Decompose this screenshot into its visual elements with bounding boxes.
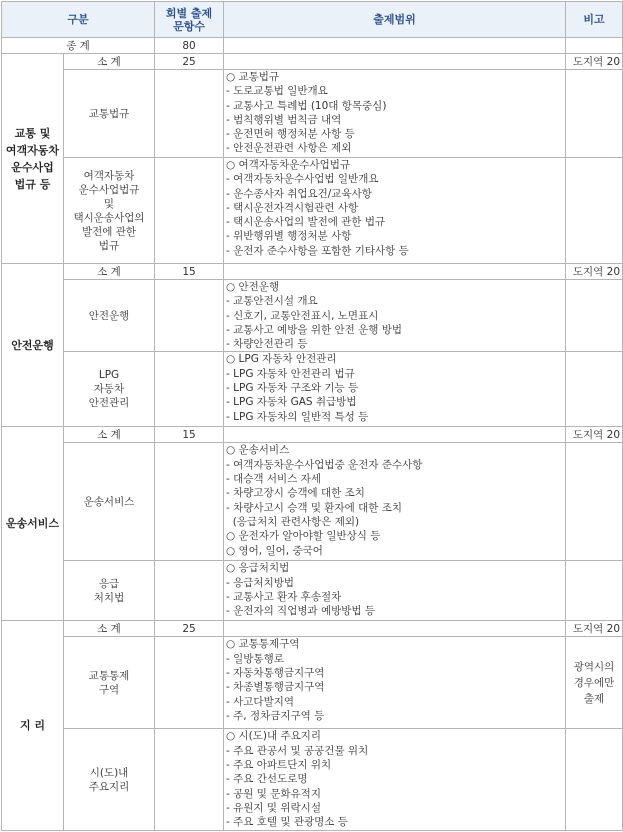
- subject-scope: [224, 158, 566, 264]
- scope-line: - 교통사고 환자 후송절차: [226, 591, 342, 604]
- subject-note: [566, 561, 623, 621]
- subject-count-empty: [155, 158, 224, 264]
- scope-line: - 응급처치방법: [226, 576, 294, 589]
- scope-line: - 주요 호텔 및 관광명소 등: [226, 816, 348, 829]
- subject-note: [566, 729, 623, 830]
- subject-name: 안전운행: [64, 280, 155, 352]
- scope-line: ○ 안전운행: [226, 281, 280, 293]
- section-title: 안전운행: [2, 264, 64, 427]
- subject-count-empty: [155, 637, 224, 729]
- subtotal-note: 도지역 20: [566, 427, 623, 443]
- scope-line: - 유원지 및 위락시설: [226, 801, 321, 814]
- section-title: 지 리: [2, 621, 64, 830]
- subject-note: [566, 443, 623, 561]
- scope-line: - 위반행위별 행정처분 사항: [226, 230, 352, 243]
- section-subtotal-row: [2, 621, 623, 637]
- scope-line: - 택시운송사업의 발전에 관한 법규: [226, 216, 386, 229]
- scope-line: - 안전운전관련 사항은 제외: [226, 142, 352, 155]
- subject-row: [2, 443, 623, 561]
- subject-scope: [224, 637, 566, 729]
- scope-line: - 일방통행로: [226, 652, 284, 665]
- header-category: 구분: [2, 2, 155, 38]
- subtotal-note: 도지역 20: [566, 621, 623, 637]
- scope-line: ○ LPG 자동차 안전관리: [226, 353, 337, 366]
- scope-line: - 공원 및 문화유적지: [226, 787, 321, 800]
- subject-row: [2, 158, 623, 264]
- total-label: 종 계: [2, 38, 155, 54]
- subject-name: 운송서비스: [64, 443, 155, 561]
- scope-line: - 교통사고 예방을 위한 안전 운행 방법: [226, 323, 402, 336]
- total-note-empty: [566, 38, 623, 54]
- subject-scope: [224, 70, 566, 158]
- subject-scope: [224, 352, 566, 427]
- subtotal-count: 15: [155, 427, 224, 443]
- scope-line: - 주요 간선도로명: [226, 773, 308, 786]
- scope-line: - LPG 자동차 안전관리 법규: [226, 367, 355, 380]
- scope-line: ○ 교통통제구역: [226, 638, 300, 651]
- scope-line: - 여객자동차운수사업법중 운전자 준수사항: [226, 458, 423, 471]
- subject-row: [2, 280, 623, 352]
- subject-scope: [224, 443, 566, 561]
- header-note: 비고: [566, 2, 623, 38]
- scope-line: - 운전자 준수사항을 포함한 기타사항 등: [226, 244, 409, 257]
- subject-row: [2, 729, 623, 830]
- subtotal-label: 소 계: [64, 427, 155, 443]
- total-row: [2, 38, 623, 54]
- header-scope: 출제범위: [224, 2, 566, 38]
- subject-count-empty: [155, 561, 224, 621]
- scope-line: - 주요 아파트단지 위치: [226, 759, 332, 772]
- scope-line: - 택시운전자격시험관련 사항: [226, 201, 359, 214]
- scope-line: - 교통안전시설 개요: [226, 295, 318, 308]
- subject-count-empty: [155, 280, 224, 352]
- subtotal-scope-empty: [224, 621, 566, 637]
- subtotal-scope-empty: [224, 264, 566, 280]
- scope-line: - 차종별통행금지구역: [226, 681, 325, 694]
- scope-line: - 차량안전관리 등: [226, 338, 308, 351]
- subject-name: LPG 자동차 안전관리: [64, 352, 155, 427]
- subtotal-label: 소 계: [64, 264, 155, 280]
- subject-note: [566, 280, 623, 352]
- subtotal-count: 25: [155, 54, 224, 70]
- scope-line: - 차량고장시 승객에 대한 조치: [226, 487, 365, 500]
- subtotal-note: 도지역 20: [566, 264, 623, 280]
- section-title: 운송서비스: [2, 427, 64, 621]
- subject-count-empty: [155, 70, 224, 158]
- scope-line: - LPG 자동차 구조와 기능 등: [226, 382, 359, 395]
- scope-line: - 주요 관공서 및 공공건물 위치: [226, 744, 369, 757]
- scope-line: - 사고다발지역: [226, 695, 294, 708]
- subtotal-count: 15: [155, 264, 224, 280]
- total-count: 80: [155, 38, 224, 54]
- sections-body: [2, 54, 623, 831]
- scope-line: - 범칙행위별 범칙금 내역: [226, 113, 342, 126]
- total-scope-empty: [224, 38, 566, 54]
- subject-count-empty: [155, 729, 224, 830]
- subject-note: [566, 352, 623, 427]
- scope-line: - LPG 자동차의 일반적 특성 등: [226, 410, 369, 423]
- scope-line: - 주, 정차금지구역 등: [226, 709, 325, 722]
- subtotal-count: 25: [155, 621, 224, 637]
- subject-name: 교통통제 구역: [64, 637, 155, 729]
- scope-line: ○ 시(도)내 주요지리: [226, 730, 322, 743]
- subject-scope: [224, 729, 566, 830]
- scope-line: - 교통사고 특례법 (10대 항목중심): [226, 99, 387, 112]
- subject-row: [2, 70, 623, 158]
- scope-line: - LPG 자동차 GAS 취급방법: [226, 396, 357, 409]
- subject-name: 응급 처치법: [64, 561, 155, 621]
- section-subtotal-row: [2, 54, 623, 70]
- exam-scope-table: [1, 1, 623, 831]
- scope-line: - 신호기, 교통안전표시, 노면표시: [226, 309, 379, 322]
- subject-count-empty: [155, 352, 224, 427]
- scope-line: - 자동차통행금지구역: [226, 667, 325, 680]
- subject-name: 시(도)내 주요지리: [64, 729, 155, 830]
- subtotal-label: 소 계: [64, 54, 155, 70]
- header-count-text: 회별 출제 문항수: [165, 6, 213, 33]
- header-count: [155, 2, 224, 38]
- scope-line: - 운전면허 행정처분 사항 등: [226, 128, 355, 141]
- scope-line: ○ 운전자가 알아야할 일반상식 등: [226, 530, 381, 543]
- scope-line: ○ 영어, 일어, 중국어: [226, 544, 323, 557]
- scope-line: ○ 응급처치법: [226, 562, 290, 575]
- section-subtotal-row: [2, 264, 623, 280]
- section-subtotal-row: [2, 427, 623, 443]
- scope-line: - 운전자의 직업병과 예방방법 등: [226, 605, 376, 618]
- scope-line: - 운수종사자 취업요건/교육사항: [226, 187, 372, 200]
- subject-row: [2, 637, 623, 729]
- subject-note: [566, 70, 623, 158]
- subject-scope: [224, 280, 566, 352]
- subject-note: 광역시의 경우에만 출제: [566, 637, 623, 729]
- subtotal-note: 도지역 20: [566, 54, 623, 70]
- scope-line: - 도로교통법 일반개요: [226, 85, 328, 98]
- scope-line: ○ 운송서비스: [226, 444, 290, 457]
- scope-line: - 여객자동차운수사업법 일반개요: [226, 173, 379, 186]
- subject-name: 교통법규: [64, 70, 155, 158]
- scope-line: ○ 교통법규: [226, 71, 280, 83]
- subtotal-scope-empty: [224, 427, 566, 443]
- scope-line: - 대승객 서비스 자세: [226, 473, 321, 486]
- scope-line: - 차량사고시 승객 및 환자에 대한 조치: [226, 501, 402, 514]
- subject-row: [2, 561, 623, 621]
- section-title: 교통 및 여객자동차 운수사업 법규 등: [2, 54, 64, 264]
- subject-note: [566, 158, 623, 264]
- subject-count-empty: [155, 443, 224, 561]
- scope-line: ○ 여객자동차운수사업법규: [226, 159, 351, 171]
- subject-name: 여객자동차 운수사업법규 및 택시운송사업의 발전에 관한 법규: [64, 158, 155, 264]
- subject-scope: [224, 561, 566, 621]
- scope-line: (응급처치 관련사항은 제외): [226, 515, 360, 528]
- subject-row: [2, 352, 623, 427]
- subtotal-label: 소 계: [64, 621, 155, 637]
- subtotal-scope-empty: [224, 54, 566, 70]
